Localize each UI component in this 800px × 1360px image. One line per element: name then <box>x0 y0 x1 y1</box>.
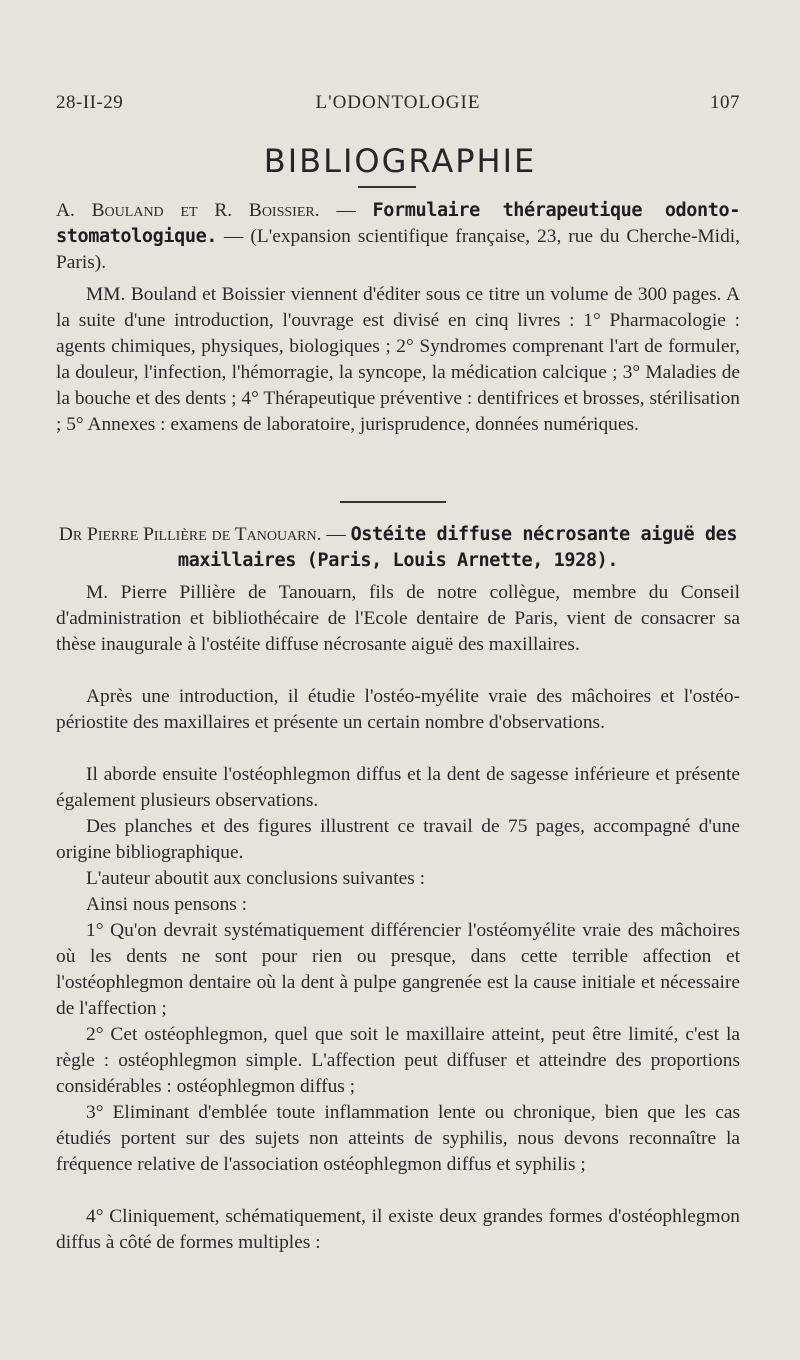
entry-2-paragraph-8: 2° Cet ostéophlegmon, quel que soit le maxillaire atteint, peut être limité, c'est la règle : ostéophlegmon simple. L'affection peut diffuser et atteindre des proportions considérables : ostéophlegmon diffus ; <box>56 1024 740 1097</box>
entry-2-title: Ostéite diffuse nécrosante aiguë des maxillaires (Paris, Louis Arnette, 1928). <box>177 524 738 571</box>
entry-2-paragraph-5: L'auteur aboutit aux conclusions suivantes : <box>86 868 425 889</box>
entry-2-dash: — <box>321 524 351 545</box>
entry-1-reference <box>56 198 740 276</box>
page-number: 107 <box>710 92 740 113</box>
entry-2-paragraph-1: M. Pierre Pillière de Tanouarn, fils de notre collègue, membre du Conseil d'administration et bibliothécaire de l'Ecole dentaire de Paris, vient de consacrer sa thèse inaugurale à l'ostéite diffuse nécrosante aiguë des maxillaires. <box>56 582 740 655</box>
entry-1-paragraph-1: MM. Bouland et Boissier viennent d'éditer sous ce titre un volume de 300 pages. A la suite d'une introduction, l'ouvrage est divisé en cinq livres : 1° Pharmacologie : agents chimiques, physiques, biologiques ; 2° Syndromes comprenant l'art de formuler, la douleur, l'infection, l'hémorragie, la syncope, la médication calcique ; 3° Maladies de la bouche et des dents ; 4° Thérapeutique préventive : dentifrices et brosses, stérilisation ; 5° Annexes : examens de laboratoire, jurisprudence, données numériques. <box>56 284 740 435</box>
issue-date: 28-II-29 <box>56 92 124 113</box>
entry-2-paragraph-3: Il aborde ensuite l'ostéophlegmon diffus et la dent de sagesse inférieure et présente également plusieurs observations. <box>56 764 740 811</box>
entry-divider <box>340 501 446 503</box>
section-title: BIBLIOGRAPHIE <box>263 142 537 180</box>
entry-2-reference <box>56 522 740 574</box>
journal-title: L'ODONTOLOGIE <box>315 92 481 113</box>
entry-2-paragraph-7: 1° Qu'on devrait systématiquement différencier l'ostéomyélite vraie des mâchoires où les dents ne sont pour rien ou presque, dans cette terrible affection et l'ostéophlegmon dentaire où la dent à pulpe gangrenée est la cause initiale et nécessaire de l'affection ; <box>56 920 740 1019</box>
entry-2-paragraph-9: 3° Eliminant d'emblée toute inflammation lente ou chronique, bien que les cas étudiés portent sur des sujets non atteints de syphilis, nous devons reconnaître la fréquence relative de l'association ostéophlegmon diffus et syphilis ; <box>56 1102 740 1175</box>
entry-2-paragraph-4: Des planches et des figures illustrent ce travail de 75 pages, accompagné d'une origine bibliographique. <box>56 816 740 863</box>
entry-2-paragraph-10: 4° Cliniquement, schématiquement, il existe deux grandes formes d'ostéophlegmon diffus à côté de formes multiples : <box>56 1206 740 1253</box>
title-rule <box>358 186 416 188</box>
entry-2-paragraph-2: Après une introduction, il étudie l'ostéo-myélite vraie des mâchoires et l'ostéo-périostite des maxillaires et présente un certain nombre d'observations. <box>56 686 740 733</box>
entry-1-title: Formulaire thérapeutique odonto-stomatologique. <box>56 200 740 247</box>
entry-1-dash: — <box>319 200 373 221</box>
entry-2-authors: Dr Pierre Pillière de Tanouarn. <box>58 524 322 545</box>
entry-1-publisher: — (L'expansion scientifique française, 23, rue du Cherche-Midi, Paris). <box>56 226 740 273</box>
entry-2-paragraph-6: Ainsi nous pensons : <box>86 894 248 915</box>
entry-1-authors: A. Bouland et R. Boissier. <box>56 200 320 221</box>
